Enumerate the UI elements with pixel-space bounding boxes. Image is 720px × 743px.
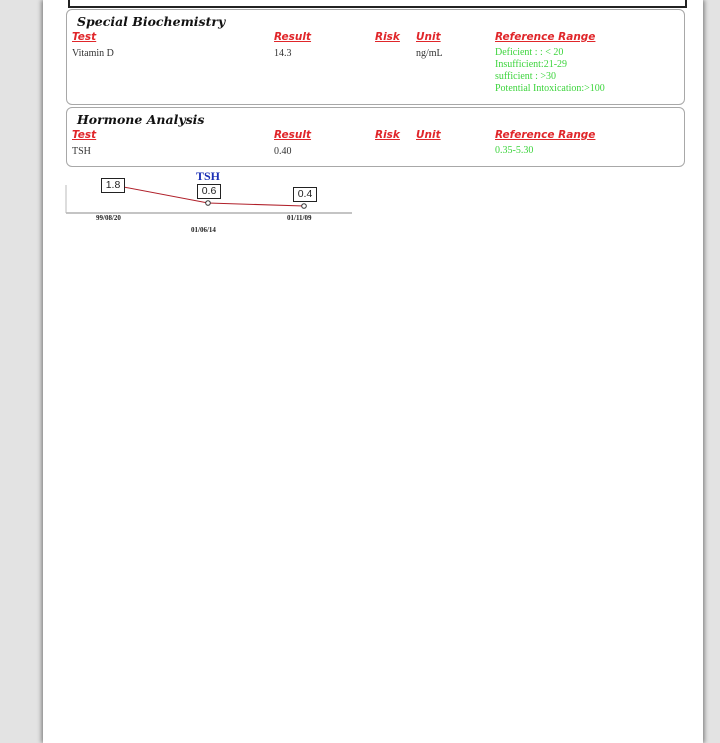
column-header-test: Test xyxy=(72,31,97,43)
reference-line: Insufficient:21-29 xyxy=(495,59,568,70)
reference-line: Deficient : : < 20 xyxy=(495,47,564,58)
column-header-test: Test xyxy=(72,129,97,141)
column-header-result: Result xyxy=(274,129,312,141)
reference-line: 0.35-5.30 xyxy=(495,145,534,156)
test-result: 0.40 xyxy=(274,146,292,157)
test-name: Vitamin D xyxy=(72,48,114,59)
column-header-risk: Risk xyxy=(375,31,400,43)
test-unit: ng/mL xyxy=(416,48,443,59)
data-label: 1.8 xyxy=(101,178,125,193)
report-page xyxy=(43,0,703,743)
x-tick-label: 01/06/14 xyxy=(191,226,216,234)
data-label: 0.4 xyxy=(293,187,317,202)
test-name: TSH xyxy=(72,146,91,157)
column-header-reference-range: Reference Range xyxy=(495,31,596,43)
reference-line: Potential Intoxication:>100 xyxy=(495,83,605,94)
x-tick-label: 01/11/09 xyxy=(287,214,312,222)
section-title: Hormone Analysis xyxy=(77,112,205,127)
test-result: 14.3 xyxy=(274,48,292,59)
data-label: 0.6 xyxy=(197,184,221,199)
column-header-unit: Unit xyxy=(416,129,441,141)
x-tick-label: 99/08/20 xyxy=(96,214,121,222)
reference-line: sufficient : >30 xyxy=(495,71,557,82)
chart-title: TSH xyxy=(195,169,220,183)
column-header-risk: Risk xyxy=(375,129,400,141)
column-header-unit: Unit xyxy=(416,31,441,43)
chart-plot xyxy=(43,0,703,260)
section-title: Special Biochemistry xyxy=(77,14,226,29)
column-header-result: Result xyxy=(274,31,312,43)
data-point xyxy=(206,201,211,206)
column-header-reference-range: Reference Range xyxy=(495,129,596,141)
data-point xyxy=(302,204,307,209)
